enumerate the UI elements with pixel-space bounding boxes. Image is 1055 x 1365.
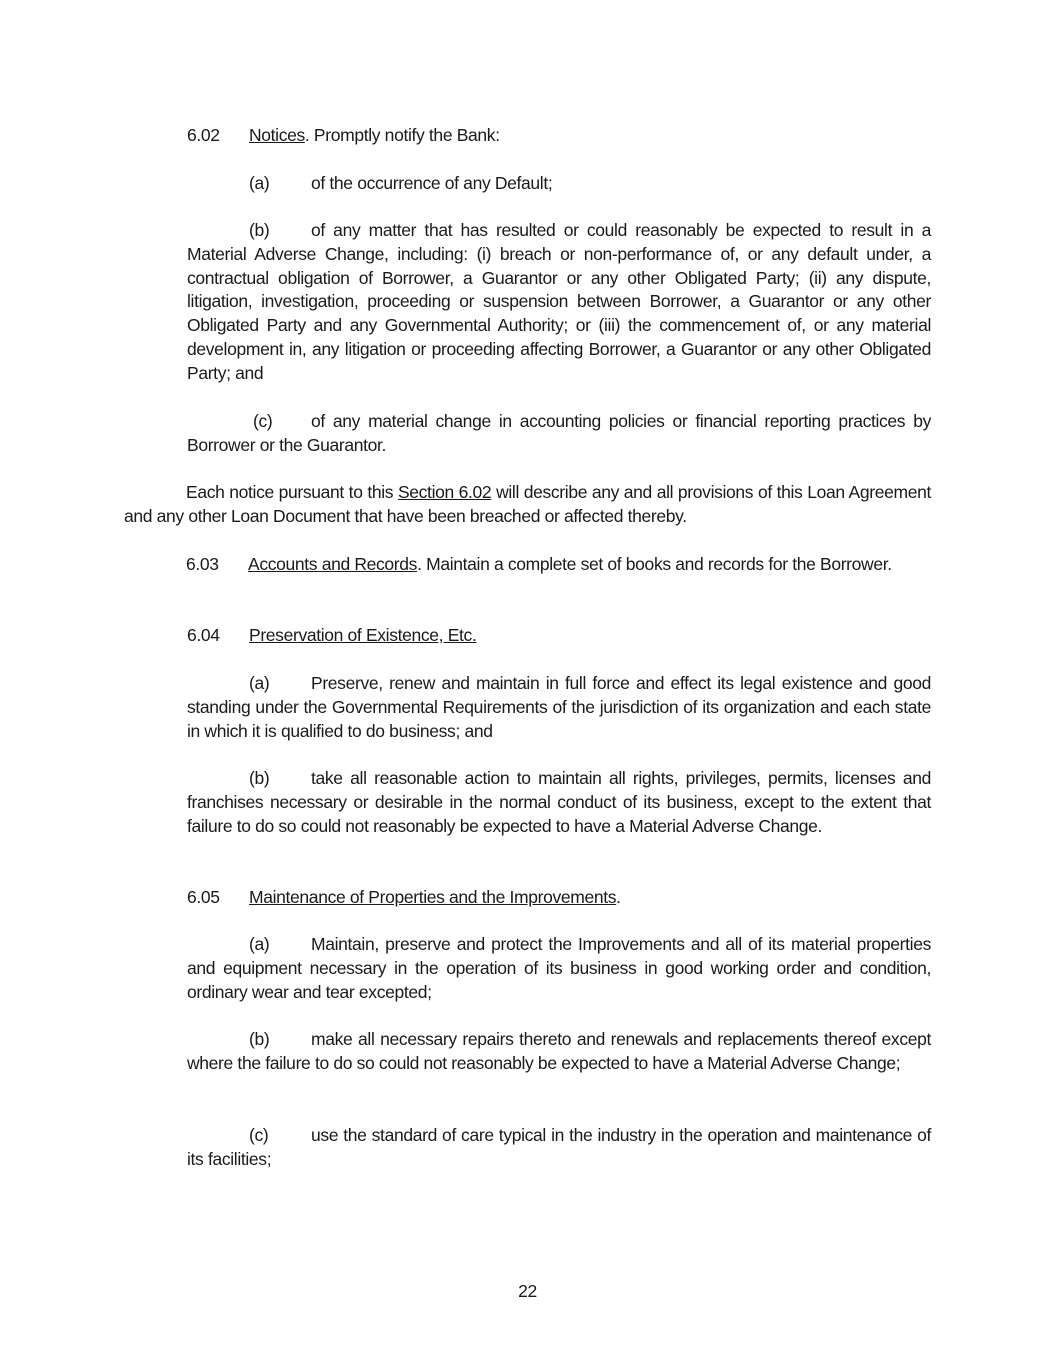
clause-text: Maintain, preserve and protect the Improvements and all of its material properties and equipment necessary in the operation of its business in good working order and condition, ordinary wear and tear excepted;: [187, 934, 931, 1002]
section-6-02-heading: [187, 124, 931, 148]
section-title: Preservation of Existence, Etc.: [249, 625, 477, 645]
clause-text: of any material change in accounting policies or financial reporting practices by Borrower or the Guarantor.: [187, 411, 931, 455]
clause-label: (c): [249, 1125, 269, 1145]
section-text: . Maintain a complete set of books and records for the Borrower.: [417, 554, 892, 574]
clause-text: take all reasonable action to maintain all rights, privileges, permits, licenses and franchises necessary or desirable in the normal conduct of its business, except to the extent that failure to do so could not reasonably be expected to have a Material Adverse Change.: [187, 768, 931, 836]
section-title-suffix: .: [616, 887, 621, 907]
clause-label: (b): [249, 768, 270, 788]
section-number: 6.02: [187, 125, 220, 145]
clause-6-04-b: [187, 767, 931, 838]
clause-label: (a): [249, 173, 270, 193]
section-title: Maintenance of Properties and the Improvements: [249, 887, 617, 907]
section-6-03: [124, 553, 931, 577]
clause-text: make all necessary repairs thereto and renewals and replacements thereof except where the failure to do so could not reasonably be expected to have a Material Adverse Change;: [187, 1029, 931, 1073]
page-number: 22: [518, 1281, 537, 1301]
section-6-04-heading: [187, 624, 931, 648]
closing-text-before: Each notice pursuant to this: [186, 482, 398, 502]
notice-closing-paragraph: [124, 481, 931, 529]
section-number: 6.04: [187, 625, 220, 645]
clause-label: (a): [249, 934, 270, 954]
section-reference-link: Section 6.02: [397, 482, 492, 502]
clause-label: (b): [249, 1029, 270, 1049]
clause-label: (b): [249, 220, 270, 240]
closing-text-after: will describe any and all provisions of this Loan Agreement and any other Loan Document that have been breached or affected thereby.: [124, 482, 932, 526]
section-title: Notices: [249, 125, 305, 145]
clause-text: use the standard of care typical in the industry in the operation and maintenance of its facilities;: [187, 1125, 931, 1169]
section-title: Accounts and Records: [248, 554, 418, 574]
clause-text: Preserve, renew and maintain in full force and effect its legal existence and good standing under the Governmental Requirements of the jurisdiction of its organization and each state in which it is qualified to do business; and: [187, 673, 931, 741]
clause-6-02-c: [187, 410, 931, 458]
section-intro: . Promptly notify the Bank:: [304, 125, 500, 145]
section-number: 6.05: [187, 887, 220, 907]
section-number: 6.03: [186, 554, 219, 574]
section-6-05-heading: [187, 886, 931, 910]
clause-6-05-c: [187, 1124, 931, 1172]
clause-label: (c): [253, 411, 273, 431]
clause-6-02-a: [187, 172, 931, 196]
clause-6-02-b: [187, 219, 931, 386]
clause-label: (a): [249, 673, 270, 693]
clause-6-05-a: [187, 933, 931, 1004]
clause-6-04-a: [187, 672, 931, 743]
clause-text: of the occurrence of any Default;: [311, 173, 553, 193]
clause-text: of any matter that has resulted or could reasonably be expected to result in a Material Adverse Change, including: (i) breach or non-performance of, or any default under, a contractual obligation of Borrower, a Guarantor or any other Obligated Party; (ii) any dispute, litigation, investigation, proceeding or suspension between Borrower, a Guarantor or any other Obligated Party and any Governmental Authority; or (iii) the commencement of, or any material development in, any litigation or proceeding affecting Borrower, a Guarantor or any other Obligated Party; and: [187, 220, 931, 383]
clause-6-05-b: [187, 1028, 931, 1076]
